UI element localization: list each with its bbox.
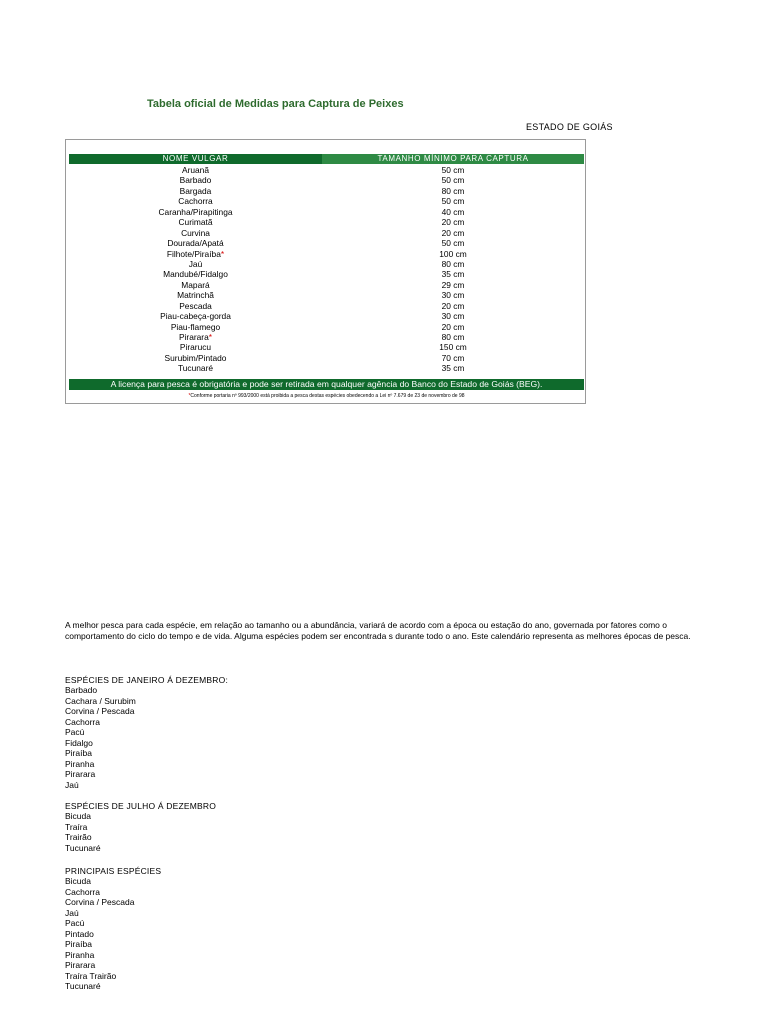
fish-name [69, 196, 322, 206]
list-item: Cachorra [65, 716, 100, 727]
table-row [69, 342, 584, 352]
fish-name-text: Pescada [179, 300, 212, 311]
minimum-size: 50 cm [441, 196, 465, 207]
fish-name [69, 249, 322, 259]
fish-name [69, 175, 322, 185]
minimum-size: 20 cm [441, 217, 465, 228]
table-row [69, 353, 584, 363]
minimum-size: 35 cm [441, 363, 465, 374]
list-item: Pirarara [65, 960, 96, 971]
list-item: Pacú [65, 727, 85, 738]
section-july-december [65, 801, 216, 853]
list-item: Cachara / Surubim [65, 695, 136, 706]
fish-name-text: Curimatã [178, 217, 213, 228]
state-label: ESTADO DE GOIÁS [526, 122, 613, 132]
restriction-asterisk: * [208, 332, 213, 342]
list-item: Jaú [65, 907, 79, 918]
fish-name [69, 322, 322, 332]
table-row [69, 207, 584, 217]
minimum-size: 70 cm [441, 352, 465, 363]
fish-name-text: Curvina [181, 227, 210, 238]
footnote-text: Conforme portaria nº 993/2000 está proibida a pesca destas espécies obedecendo a Lei nº 7.679 de 23 de novembro de 98 [190, 393, 465, 399]
minimum-size: 35 cm [441, 269, 465, 280]
list-item: Bicuda [65, 811, 91, 822]
footnote [69, 392, 584, 400]
fish-name [69, 290, 322, 300]
table-row [69, 280, 584, 290]
minimum-size: 29 cm [441, 279, 465, 290]
fish-name-text: Mandubé/Fidalgo [163, 269, 228, 280]
fish-name-text: Jaú [188, 258, 203, 269]
minimum-size: 20 cm [441, 300, 465, 311]
table-row [69, 311, 584, 321]
section-heading: PRINCIPAIS ESPÉCIES [65, 866, 162, 876]
list-item: Piraíba [65, 939, 92, 950]
fish-name-text: Aruanã [181, 165, 209, 175]
fish-name-text: Cachorra [178, 196, 213, 207]
fish-name-text: Piau-flamego [170, 321, 221, 332]
fish-name-text: Pirarucu [179, 342, 212, 353]
table-row [69, 269, 584, 279]
fish-name-text: Pirarara [178, 332, 209, 342]
table-row [69, 259, 584, 269]
fish-name-text: Mapará [181, 279, 210, 290]
header-common-name: NOME VULGAR [162, 154, 229, 163]
list-item: Piranha [65, 758, 95, 769]
fish-name [69, 238, 322, 248]
fish-name [69, 280, 322, 290]
fish-name [69, 332, 322, 342]
list-item: Traíra Trairão [65, 970, 117, 981]
table-row [69, 290, 584, 300]
fish-name-text: Bargada [179, 185, 212, 196]
species-list [65, 811, 216, 853]
fish-name-text: Filhote/Piraíba [166, 248, 221, 259]
fish-name [69, 269, 322, 279]
list-item: Piraíba [65, 748, 92, 759]
minimum-size: 80 cm [441, 185, 465, 196]
section-main-species [65, 866, 161, 991]
table-row [69, 332, 584, 342]
minimum-size: 30 cm [441, 311, 465, 322]
fish-name-text: Tucunaré [177, 363, 214, 374]
fish-name [69, 311, 322, 321]
fish-name-text: Dourada/Apatá [167, 238, 224, 249]
table-row [69, 322, 584, 332]
list-item: Traíra [65, 821, 88, 832]
license-notice: A licença para pesca é obrigatória e pode ser retirada em qualquer agência do Banco do Estado de Goiás (BEG). [69, 379, 584, 390]
section-heading: ESPÉCIES DE JULHO Á DEZEMBRO [65, 801, 217, 811]
minimum-size: 50 cm [441, 165, 465, 175]
header-minimum-size: TAMANHO MÍNIMO PARA CAPTURA [322, 154, 584, 164]
minimum-size: 50 cm [441, 175, 465, 186]
list-item: Pirarara [65, 769, 96, 780]
minimum-size: 80 cm [441, 258, 465, 269]
fish-name [69, 301, 322, 311]
list-item: Barbado [65, 685, 98, 696]
fish-name [69, 186, 322, 196]
section-heading: ESPÉCIES DE JANEIRO Á DEZEMBRO: [65, 675, 229, 685]
fish-name [69, 207, 322, 217]
table-row [69, 186, 584, 196]
table-body [69, 165, 584, 374]
minimum-size: 40 cm [441, 206, 465, 217]
list-item: Pacú [65, 918, 85, 929]
table-header-row [69, 154, 584, 164]
table-row [69, 175, 584, 185]
fish-name [69, 165, 322, 175]
fish-name-text: Surubim/Pintado [164, 352, 227, 363]
page-title: Tabela oficial de Medidas para Captura de Peixes [147, 98, 404, 110]
list-item: Bicuda [65, 876, 91, 887]
fish-name [69, 228, 322, 238]
minimum-size: 20 cm [441, 321, 465, 332]
fish-name-text: Matrinchã [177, 290, 214, 301]
fish-name [69, 259, 322, 269]
list-item: Corvina / Pescada [65, 897, 135, 908]
table-row [69, 363, 584, 373]
list-item: Trairão [65, 832, 92, 843]
list-item: Corvina / Pescada [65, 706, 135, 717]
list-item: Pintado [65, 928, 94, 939]
minimum-size: 150 cm [439, 342, 467, 353]
fish-name-text: Piau-cabeça-gorda [160, 311, 231, 322]
list-item: Tucunaré [65, 980, 101, 991]
table-row [69, 301, 584, 311]
footnote-asterisk: * [188, 393, 191, 399]
list-item: Piranha [65, 949, 95, 960]
fish-name-text: Barbado [179, 175, 212, 186]
minimum-size: 30 cm [441, 290, 465, 301]
fish-name [69, 217, 322, 227]
list-item: Cachorra [65, 886, 100, 897]
list-item: Tucunaré [65, 842, 101, 853]
species-list [65, 876, 161, 991]
list-item: Jaú [65, 779, 79, 790]
fish-name [69, 342, 322, 352]
fish-name [69, 363, 322, 373]
minimum-size: 100 cm [439, 248, 467, 259]
fish-name [69, 353, 322, 363]
fish-size-table [65, 139, 586, 404]
table-row [69, 217, 584, 227]
list-item: Fidalgo [65, 737, 93, 748]
restriction-asterisk: * [220, 248, 225, 259]
section-january-december [65, 675, 228, 790]
table-row [69, 228, 584, 238]
minimum-size: 50 cm [441, 238, 465, 249]
intro-paragraph: A melhor pesca para cada espécie, em relação ao tamanho ou a abundância, variará de acordo com a época ou estação do ano, governada por fatores como o comportamento do ciclo do tempo e de vida. Alguma espécies podem ser encontrada s durante todo o ano. Este calendário representa as melhores épocas de pesca. [65, 620, 691, 641]
table-row [69, 238, 584, 248]
species-list [65, 685, 228, 790]
table-row [69, 196, 584, 206]
fish-name-text: Caranha/Pirapitinga [158, 206, 233, 217]
table-row [69, 165, 584, 175]
minimum-size: 80 cm [441, 332, 465, 342]
table-row [69, 249, 584, 259]
minimum-size: 20 cm [441, 227, 465, 238]
